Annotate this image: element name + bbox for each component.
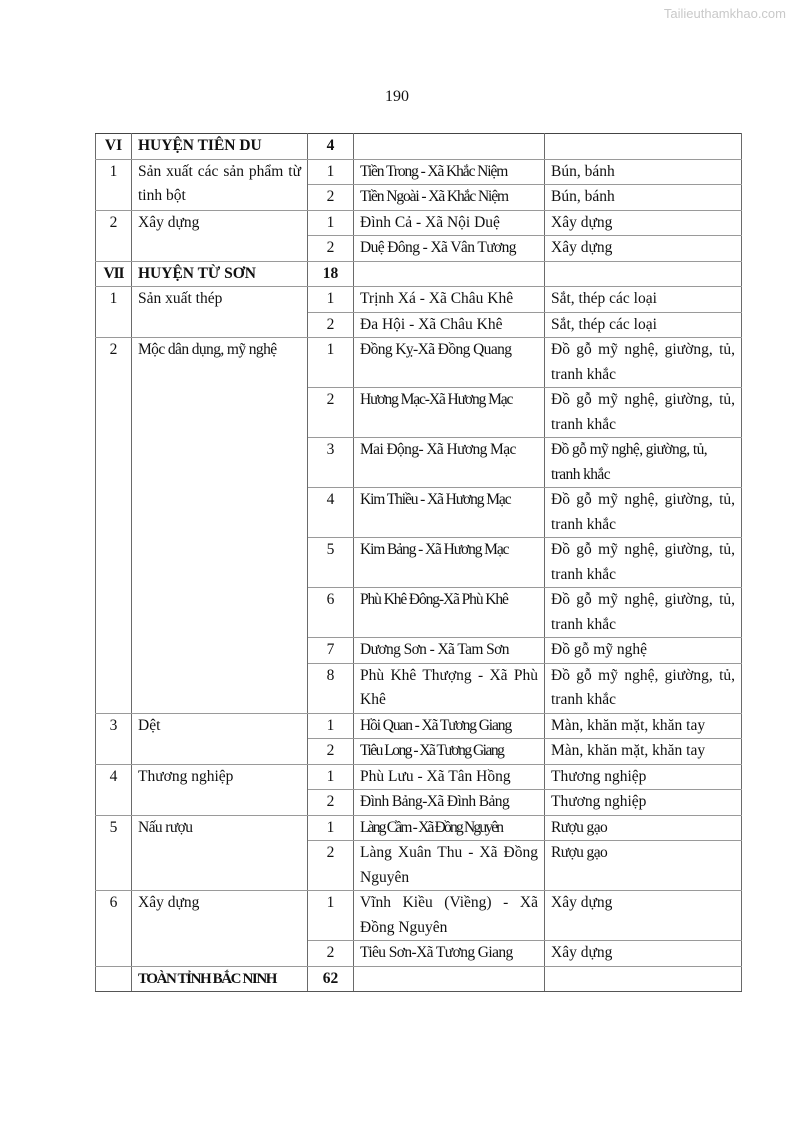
village-name: Phù Lưu - Xã Tân Hồng — [354, 764, 545, 790]
village-name: Tiêu Long - Xã Tương Giang — [354, 739, 545, 765]
table-row — [96, 210, 742, 236]
village-name: Làng Cầm - Xã Đồng Nguyên — [354, 815, 545, 841]
trade-name: Mộc dân dụng, mỹ nghệ — [132, 338, 308, 714]
district-code: VI — [96, 134, 132, 160]
product: Xây dựng — [545, 941, 742, 967]
village-no: 1 — [308, 713, 354, 739]
product: Màn, khăn mặt, khăn tay — [545, 739, 742, 765]
group-no: 3 — [96, 713, 132, 764]
village-no: 2 — [308, 739, 354, 765]
village-no: 8 — [308, 663, 354, 713]
village-no: 1 — [308, 764, 354, 790]
group-no: 2 — [96, 338, 132, 714]
village-name: Tiền Trong - Xã Khắc Niệm — [354, 159, 545, 185]
group-no: 6 — [96, 891, 132, 967]
district-row — [96, 134, 742, 160]
table-row — [96, 713, 742, 739]
village-no: 6 — [308, 588, 354, 638]
product: Sắt, thép các loại — [545, 287, 742, 313]
table-row — [96, 159, 742, 185]
product: Rượu gạo — [545, 841, 742, 891]
village-name: Vĩnh Kiều (Viềng) - Xã Đồng Nguyên — [354, 891, 545, 941]
group-no: 2 — [96, 210, 132, 261]
village-name: Tiền Ngoài - Xã Khắc Niệm — [354, 185, 545, 211]
total-label: TOÀN TỈNH BẮC NINH — [132, 966, 308, 992]
product: Xây dựng — [545, 210, 742, 236]
village-name: Đa Hội - Xã Châu Khê — [354, 312, 545, 338]
product: Bún, bánh — [545, 159, 742, 185]
total-row — [96, 966, 742, 992]
village-no: 2 — [308, 312, 354, 338]
village-name: Tiêu Sơn-Xã Tương Giang — [354, 941, 545, 967]
empty-cell — [545, 261, 742, 287]
product: Xây dựng — [545, 236, 742, 262]
product: Rượu gạo — [545, 815, 742, 841]
district-count: 18 — [308, 261, 354, 287]
village-no: 1 — [308, 338, 354, 388]
village-no: 7 — [308, 638, 354, 664]
village-no: 3 — [308, 438, 354, 488]
table-row — [96, 815, 742, 841]
empty-cell — [545, 966, 742, 992]
village-name: Hồi Quan - Xã Tương Giang — [354, 713, 545, 739]
group-no: 5 — [96, 815, 132, 891]
village-no: 1 — [308, 159, 354, 185]
product: Đồ gỗ mỹ nghệ, giường, tủ, tranh khắc — [545, 588, 742, 638]
village-name: Đồng Kỵ-Xã Đồng Quang — [354, 338, 545, 388]
product: Đồ gỗ mỹ nghệ, giường, tủ, tranh khắc — [545, 438, 742, 488]
district-name: HUYỆN TỪ SƠN — [132, 261, 308, 287]
product: Thương nghiệp — [545, 764, 742, 790]
village-name: Duệ Đông - Xã Vân Tương — [354, 236, 545, 262]
village-no: 2 — [308, 388, 354, 438]
village-no: 2 — [308, 790, 354, 816]
group-no: 4 — [96, 764, 132, 815]
district-count: 4 — [308, 134, 354, 160]
product: Đồ gỗ mỹ nghệ — [545, 638, 742, 664]
product: Đồ gỗ mỹ nghệ, giường, tủ, tranh khắc — [545, 663, 742, 713]
empty-cell — [354, 261, 545, 287]
village-no: 2 — [308, 185, 354, 211]
craft-villages-table — [95, 133, 742, 992]
village-no: 4 — [308, 488, 354, 538]
trade-name: Xây dựng — [132, 210, 308, 261]
village-no: 1 — [308, 287, 354, 313]
village-name: Phù Khê Đông-Xã Phù Khê — [354, 588, 545, 638]
trade-name: Sản xuất thép — [132, 287, 308, 338]
village-name: Dương Sơn - Xã Tam Sơn — [354, 638, 545, 664]
empty-cell — [354, 966, 545, 992]
trade-name: Thương nghiệp — [132, 764, 308, 815]
product: Đồ gỗ mỹ nghệ, giường, tủ, tranh khắc — [545, 338, 742, 388]
village-no: 2 — [308, 941, 354, 967]
trade-name: Sản xuất các sản phẩm từ tinh bột — [132, 159, 308, 210]
page-number: 190 — [385, 88, 409, 105]
product: Đồ gỗ mỹ nghệ, giường, tủ, tranh khắc — [545, 388, 742, 438]
village-name: Mai Động- Xã Hương Mạc — [354, 438, 545, 488]
village-name: Phù Khê Thượng - Xã Phù Khê — [354, 663, 545, 713]
table-row — [96, 287, 742, 313]
table-row — [96, 764, 742, 790]
product: Màn, khăn mặt, khăn tay — [545, 713, 742, 739]
trade-name: Xây dựng — [132, 891, 308, 967]
village-name: Làng Xuân Thu - Xã Đồng Nguyên — [354, 841, 545, 891]
village-name: Đình Cả - Xã Nội Duệ — [354, 210, 545, 236]
village-no: 2 — [308, 841, 354, 891]
village-name: Trịnh Xá - Xã Châu Khê — [354, 287, 545, 313]
district-code: VII — [96, 261, 132, 287]
village-name: Hương Mạc-Xã Hương Mạc — [354, 388, 545, 438]
product: Thương nghiệp — [545, 790, 742, 816]
trade-name: Nấu rượu — [132, 815, 308, 891]
village-no: 1 — [308, 891, 354, 941]
table-row — [96, 891, 742, 941]
village-name: Kim Bảng - Xã Hương Mạc — [354, 538, 545, 588]
village-name: Đình Bảng-Xã Đình Bảng — [354, 790, 545, 816]
product: Đồ gỗ mỹ nghệ, giường, tủ, tranh khắc — [545, 538, 742, 588]
village-name: Kim Thiều - Xã Hương Mạc — [354, 488, 545, 538]
district-row — [96, 261, 742, 287]
trade-name: Dệt — [132, 713, 308, 764]
product: Đồ gỗ mỹ nghệ, giường, tủ, tranh khắc — [545, 488, 742, 538]
empty-cell — [545, 134, 742, 160]
empty-cell — [354, 134, 545, 160]
group-no: 1 — [96, 287, 132, 338]
watermark: Tailieuthamkhao.com — [663, 6, 786, 21]
group-no: 1 — [96, 159, 132, 210]
table-row — [96, 338, 742, 388]
product: Bún, bánh — [545, 185, 742, 211]
product: Xây dựng — [545, 891, 742, 941]
village-no: 5 — [308, 538, 354, 588]
village-no: 1 — [308, 815, 354, 841]
village-no: 1 — [308, 210, 354, 236]
village-no: 2 — [308, 236, 354, 262]
empty-cell — [96, 966, 132, 992]
district-name: HUYỆN TIÊN DU — [132, 134, 308, 160]
product: Sắt, thép các loại — [545, 312, 742, 338]
total-count: 62 — [308, 966, 354, 992]
